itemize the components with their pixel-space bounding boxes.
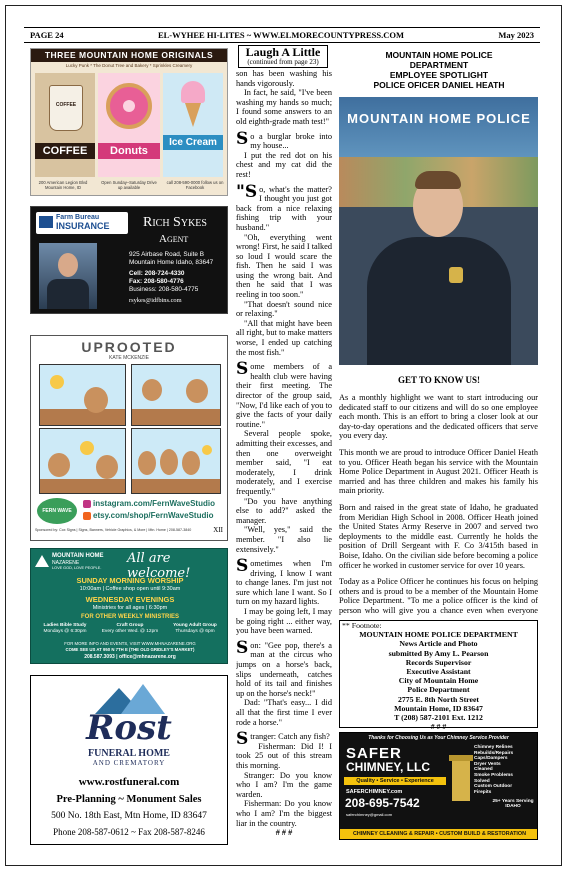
church-motto: LOVE GOD, LOVE PEOPLE.	[52, 566, 102, 570]
ad-rost-funeral-home	[30, 675, 228, 845]
rost-address: 500 No. 18th East, Mtn Home, ID 83647	[51, 811, 207, 821]
etsy-icon	[83, 512, 91, 520]
feature-heading: MOUNTAIN HOME POLICE DEPARTMENT EMPLOYEE SPOTLIGHT POLICE OFICER DANIEL HEATH	[373, 50, 505, 90]
agent-email: rsykes@idfbins.com	[129, 297, 182, 304]
chimney-service-1: Rebuilds/Repairs	[474, 750, 514, 756]
mountain-home-police-sign: MOUNTAIN HOME POLICE	[347, 111, 531, 126]
agent-cell: Cell: 208-724-4330	[129, 270, 185, 277]
officer-uniform	[367, 237, 511, 365]
comic-panel-1	[39, 364, 126, 426]
comic-sponsor: Sponsored by: Cox Signs | Signs, Banners, Vehicle Graphics, & More | Mtn. Home | 208-587-3840	[35, 528, 192, 532]
wednesday-evenings: WEDNESDAY EVENINGS	[85, 595, 175, 604]
agent-name: Rich Sykes	[143, 215, 207, 230]
chimney-bottom-banner: CHIMNEY CLEANING & REPAIR • CUSTOM BUILD & RESTORATION	[340, 829, 538, 839]
page-number: PAGE 24	[30, 30, 64, 40]
wednesday-sub: Ministries for all ages | 6:30pm	[92, 605, 168, 611]
donut-icon	[106, 83, 152, 129]
rost-phone: Phone 208-587-0612 ~ Fax 208-587-8246	[53, 827, 205, 837]
footnote-label: ** Footnote:	[342, 621, 382, 630]
church-name-2: NAZARENE	[52, 560, 80, 566]
rost-name: Rost	[86, 708, 172, 748]
ad-address: 200 American Legion Blvd Mountain Home, ID	[38, 180, 88, 190]
agent-address-line1: 925 Airbase Road, Suite B	[129, 251, 204, 258]
comic-number: XII	[213, 526, 223, 534]
chimney-service-0: Chimney Relines	[474, 745, 513, 750]
farm-bureau-logo-icon	[39, 216, 53, 228]
chimney-name-2: CHIMNEY, LLC	[346, 760, 430, 774]
chimney-service-2: Caps/Dampers	[474, 756, 508, 762]
sunday-times: 10:00am | Coffee shop open until 9:30am	[79, 586, 181, 592]
welcome-text: All are welcome!	[127, 551, 191, 581]
agent-fax: Fax: 208-580-4776	[129, 278, 184, 285]
chimney-email: saferchimney@gmail.com	[346, 812, 393, 817]
chimney-service-6: Solved	[474, 778, 490, 784]
chimney-top-banner: Thanks for Choosing Us as Your Chimney Service Provider	[368, 735, 509, 741]
chimney-years: 25+ Years Serving IDAHO	[492, 799, 534, 809]
young-adult-group: Young Adult Group	[173, 623, 217, 628]
potato-icon	[84, 387, 108, 413]
chimney-service-5: Smoke Problems	[474, 772, 513, 778]
instagram-icon	[83, 500, 91, 508]
agent-role: Agent	[159, 233, 189, 245]
footnote-box: ** Footnote: MOUNTAIN HOME POLICE DEPARTMENT News Article and Photo submitted By Amy L. Pearson Records Supervisor Executive Assistant City of Mountain Home Police Department 2775 E. 8th North Street Mountain Home, ID 83647 T (208) 587-2101 Ext. 1212 # # #	[339, 620, 538, 728]
laugh-column: son has been washing his hands vigorously. In fact, he said, "I've been washing my hands so much; I found some answers to an old eighth-grade math test!" So a burglar broke into my house... I put the red dot on his chest and my cat did the rest! "So, what's the matter? I thought you just got back from a nice relaxing fishing trip with your husband." "Oh, everything went wrong! First, he said I talked so loud I would scare the fish. Then he said I was using the wrong bait. And then he said that I was reeling in too soon." "That doesn't sound nice or relaxing." "All that might have been all right, but to make matters worse, I ended up catching the most fish." Some members of a health club were having their first meeting. The director of the group said, "Now, I'd like each of you to give the facts of your daily routine." Several people spoke, admitting their excesses, and then one overweight member said, "I eat moderately, I drink moderately, and I exercise frequently." "Do you have anything else to add?" asked the manager. "Well, yes," said the member. "I also lie extensively." Sometimes when I'm driving, I know I want to change lanes. I'm just not sure which lane I want. So I turn on my hazard lights. I may be going left, I may be going right ... either way, you have been warned. Son: "Gee pop, there's a man at the circus who jumps on a horse's back, slips underneath, catches hold of its tail and finishes up on the horse's neck!" Dad: "That's easy... I did all that the first time I ever rode a horse." Stranger: Catch any fish? Fisherman: Did I! I took 25 out of this stream this morning. Stranger: Do you know who I am? I'm the game warden. Fisherman: Do you know who I am? I'm the biggest liar in the country. # # #	[236, 69, 332, 838]
ad-mountain-home-nazarene: MOUNTAIN HOME NAZARENE LOVE GOD, LOVE PEOPLE. All are welcome! SUNDAY MORNING WORSHIP 10:00am | Coffee shop open until 9:30am WEDNESDAY EVENINGS Ministries for all ages | 6:30pm FOR OTHER WEEKLY MINISTRIES Ladies Bible Study Mondays @ 6:30pm Craft Group Every other Wed. @ 12pm Young Adult Group Thursdays @ 6pm FOR MORE INFO AND EVENTS, VISIT WWW.MHNAZARENE.ORG COME SEE US AT 950 N 7TH E (THE OLD GRIDLEY'S MARKET) 208.587.3093 | office@mhnazarene.org	[30, 548, 228, 664]
feature-subhead: GET TO KNOW US!	[397, 375, 481, 385]
ad-tagline: Lucky Punk * The Donut Tree and Bakery * Sprinkles Creamery	[65, 63, 193, 68]
comic-panel-2	[131, 364, 221, 426]
chimney-service-4: Cleaned	[474, 767, 493, 773]
etsy-link[interactable]: etsy.com/shop/FernWaveStudio	[83, 510, 223, 522]
page-header	[24, 27, 540, 43]
ladies-bible-study: Ladies Bible Study	[43, 623, 87, 628]
ad-contact: call 208-590-0000 follow us on Facebook	[166, 180, 224, 190]
chimney-tagline: Quality • Service • Experience	[344, 777, 446, 785]
agent-photo	[39, 243, 97, 309]
instagram-link[interactable]: instagram.com/FernWaveStudio	[83, 498, 223, 510]
feature-body: As a monthly highlight we want to start introducing our dedicated staff to our citizens and will do so one employee each month. This is an effort to bring a closer look at our day-to-day operations and the dedicated officers that serve you every day. This month we are proud to introduce Officer Daniel Heath to you. Officer Heath began his service with the Mountain Home Police Department in August 2021. Officer Heath is married and has three children and makes his family his main priority. Born and raised in the great state of Idaho, he graduated from Meridian High School in 2008. Officer Heath joined the United States Army Reserve in 2007 and served two deployments to the middle east. Currently he holds the position of Drill Sergeant with F. Co 3/415th based in Boise, Idaho. On the civilian side before becoming a police officer he worked in customer service for over 10 years. Today as a Police Officer he continues his focus on helping others and is proud to be a member of the Mountain Home Police Department. "To me a police officer is the kind of person who will give you a chance even when everyone	[339, 393, 538, 615]
rost-url[interactable]: www.rostfuneral.com	[78, 776, 180, 788]
comic-author: KATE MCKENZIE	[109, 355, 149, 361]
issue-date: May 2023	[498, 30, 534, 40]
badge-icon	[449, 267, 463, 283]
chimney-name: SAFER	[346, 745, 402, 762]
comic-uprooted	[30, 335, 228, 541]
chimney-web[interactable]: SAFERCHIMNEY.com	[346, 789, 403, 795]
ice-cream-icon	[181, 81, 205, 103]
ad-safer-chimney	[339, 732, 538, 840]
chimney-service-3: Dryer Vents	[474, 761, 501, 767]
sunflower-icon	[80, 441, 94, 455]
ad-farm-bureau	[30, 206, 228, 314]
brand-farm-bureau: Farm Bureau	[56, 214, 100, 221]
rost-preplanning: Pre-Planning ~ Monument Sales	[56, 794, 202, 805]
church-address: COME SEE US AT 950 N 7TH E (THE OLD GRIDLEY'S MARKET)	[65, 647, 195, 652]
officer-photo	[339, 97, 538, 365]
chimney-service-8: Firepits	[474, 789, 492, 795]
donuts-label: Donuts	[98, 143, 160, 159]
craft-group: Craft Group	[116, 623, 144, 628]
ad-three-mountain-home-originals	[30, 48, 228, 196]
comic-panel-3	[39, 428, 126, 494]
chimney-icon	[452, 759, 470, 801]
ice-cream-label: Ice Cream	[163, 135, 223, 150]
sunday-worship: SUNDAY MORNING WORSHIP	[76, 576, 184, 585]
agent-business: Business: 208-580-4775	[129, 286, 199, 293]
other-ministries: FOR OTHER WEEKLY MINISTRIES	[80, 614, 179, 620]
comic-panel-4	[131, 428, 221, 494]
funeral-home: FUNERAL HOME	[88, 748, 170, 759]
fern-wave-logo: FERN WAVE	[37, 498, 77, 524]
chimney-service-7: Custom Outdoor	[474, 784, 513, 790]
publication-name: EL-WYHEE HI-LITES ~ WWW.ELMORECOUNTYPRESS.COM	[157, 30, 404, 40]
chimney-phone: 208-695-7542	[345, 796, 420, 810]
church-more-info: FOR MORE INFO AND EVENTS, VISIT WWW.MHNAZARENE.ORG	[64, 641, 196, 646]
coffee-cup-icon: COFFEE	[49, 85, 83, 131]
laugh-a-little-box	[238, 45, 328, 68]
ad-hours: Open Sunday–Saturday Drive up available	[101, 180, 157, 190]
church-name: MOUNTAIN HOME	[52, 553, 104, 559]
laugh-title: Laugh A Little	[245, 45, 321, 59]
laugh-continued: (continued from page 23)	[247, 58, 319, 66]
sun-icon	[50, 375, 64, 389]
coffee-label: COFFEE	[35, 143, 95, 159]
brand-insurance: INSURANCE	[56, 221, 110, 231]
agent-address-line2: Mountain Home Idaho, 83647	[129, 259, 214, 266]
crematory: AND CREMATORY	[92, 759, 166, 767]
ad-title: THREE MOUNTAIN HOME ORIGINALS	[31, 49, 227, 62]
church-phone: 208.587.3093 | office@mhnazarene.org	[84, 654, 176, 660]
comic-title: UPROOTED	[81, 339, 177, 355]
laugh-end-mark: # # #	[275, 828, 293, 838]
church-logo-icon	[35, 555, 49, 567]
